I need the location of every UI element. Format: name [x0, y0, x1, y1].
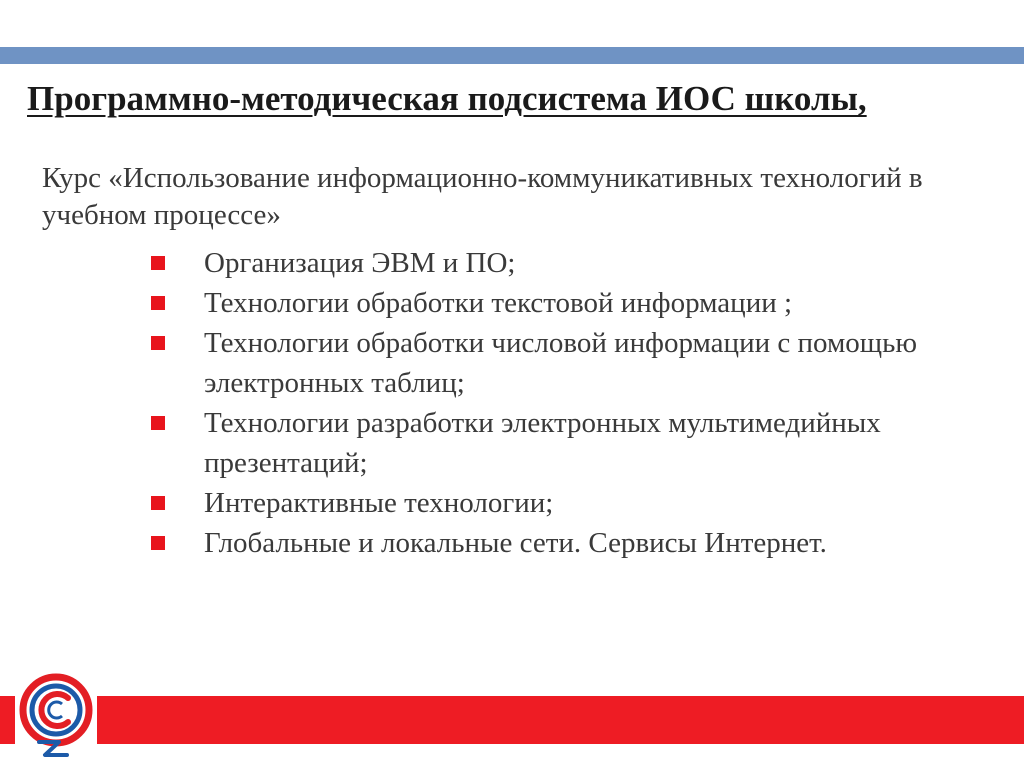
bullet-square-icon: [151, 496, 165, 510]
bullet-square-icon: [151, 416, 165, 430]
top-decorative-band: [0, 47, 1024, 64]
bullet-square-icon: [151, 296, 165, 310]
list-item-label: Технологии обработки текстовой информации ;: [204, 287, 793, 319]
bullet-square-icon: [151, 256, 165, 270]
course-description: Курс «Использование информационно-коммуникативных технологий в учебном процессе»: [42, 162, 923, 231]
topic-list: [0, 243, 1024, 563]
list-item-label: Интерактивные технологии;: [204, 487, 554, 519]
bullet-square-icon: [151, 336, 165, 350]
slide-title: Программно-методическая подсистема ИОС школы,: [27, 79, 867, 118]
list-item: [0, 243, 1024, 283]
list-item: [0, 283, 1024, 323]
list-item: [0, 323, 1024, 403]
list-item-label: Глобальные и локальные сети. Сервисы Интернет.: [204, 527, 827, 559]
list-item: [0, 483, 1024, 523]
list-item-label: Организация ЭВМ и ПО;: [204, 247, 516, 279]
school-emblem-icon: [15, 666, 97, 758]
list-item: [0, 403, 1024, 483]
bottom-decorative-band: [0, 696, 1024, 744]
school-logo: [15, 666, 97, 758]
list-item-label: Технологии обработки числовой информации с помощью электронных таблиц;: [204, 327, 918, 399]
list-item: [0, 523, 1024, 563]
bullet-square-icon: [151, 536, 165, 550]
list-item-label: Технологии разработки электронных мультимедийных презентаций;: [204, 407, 881, 479]
